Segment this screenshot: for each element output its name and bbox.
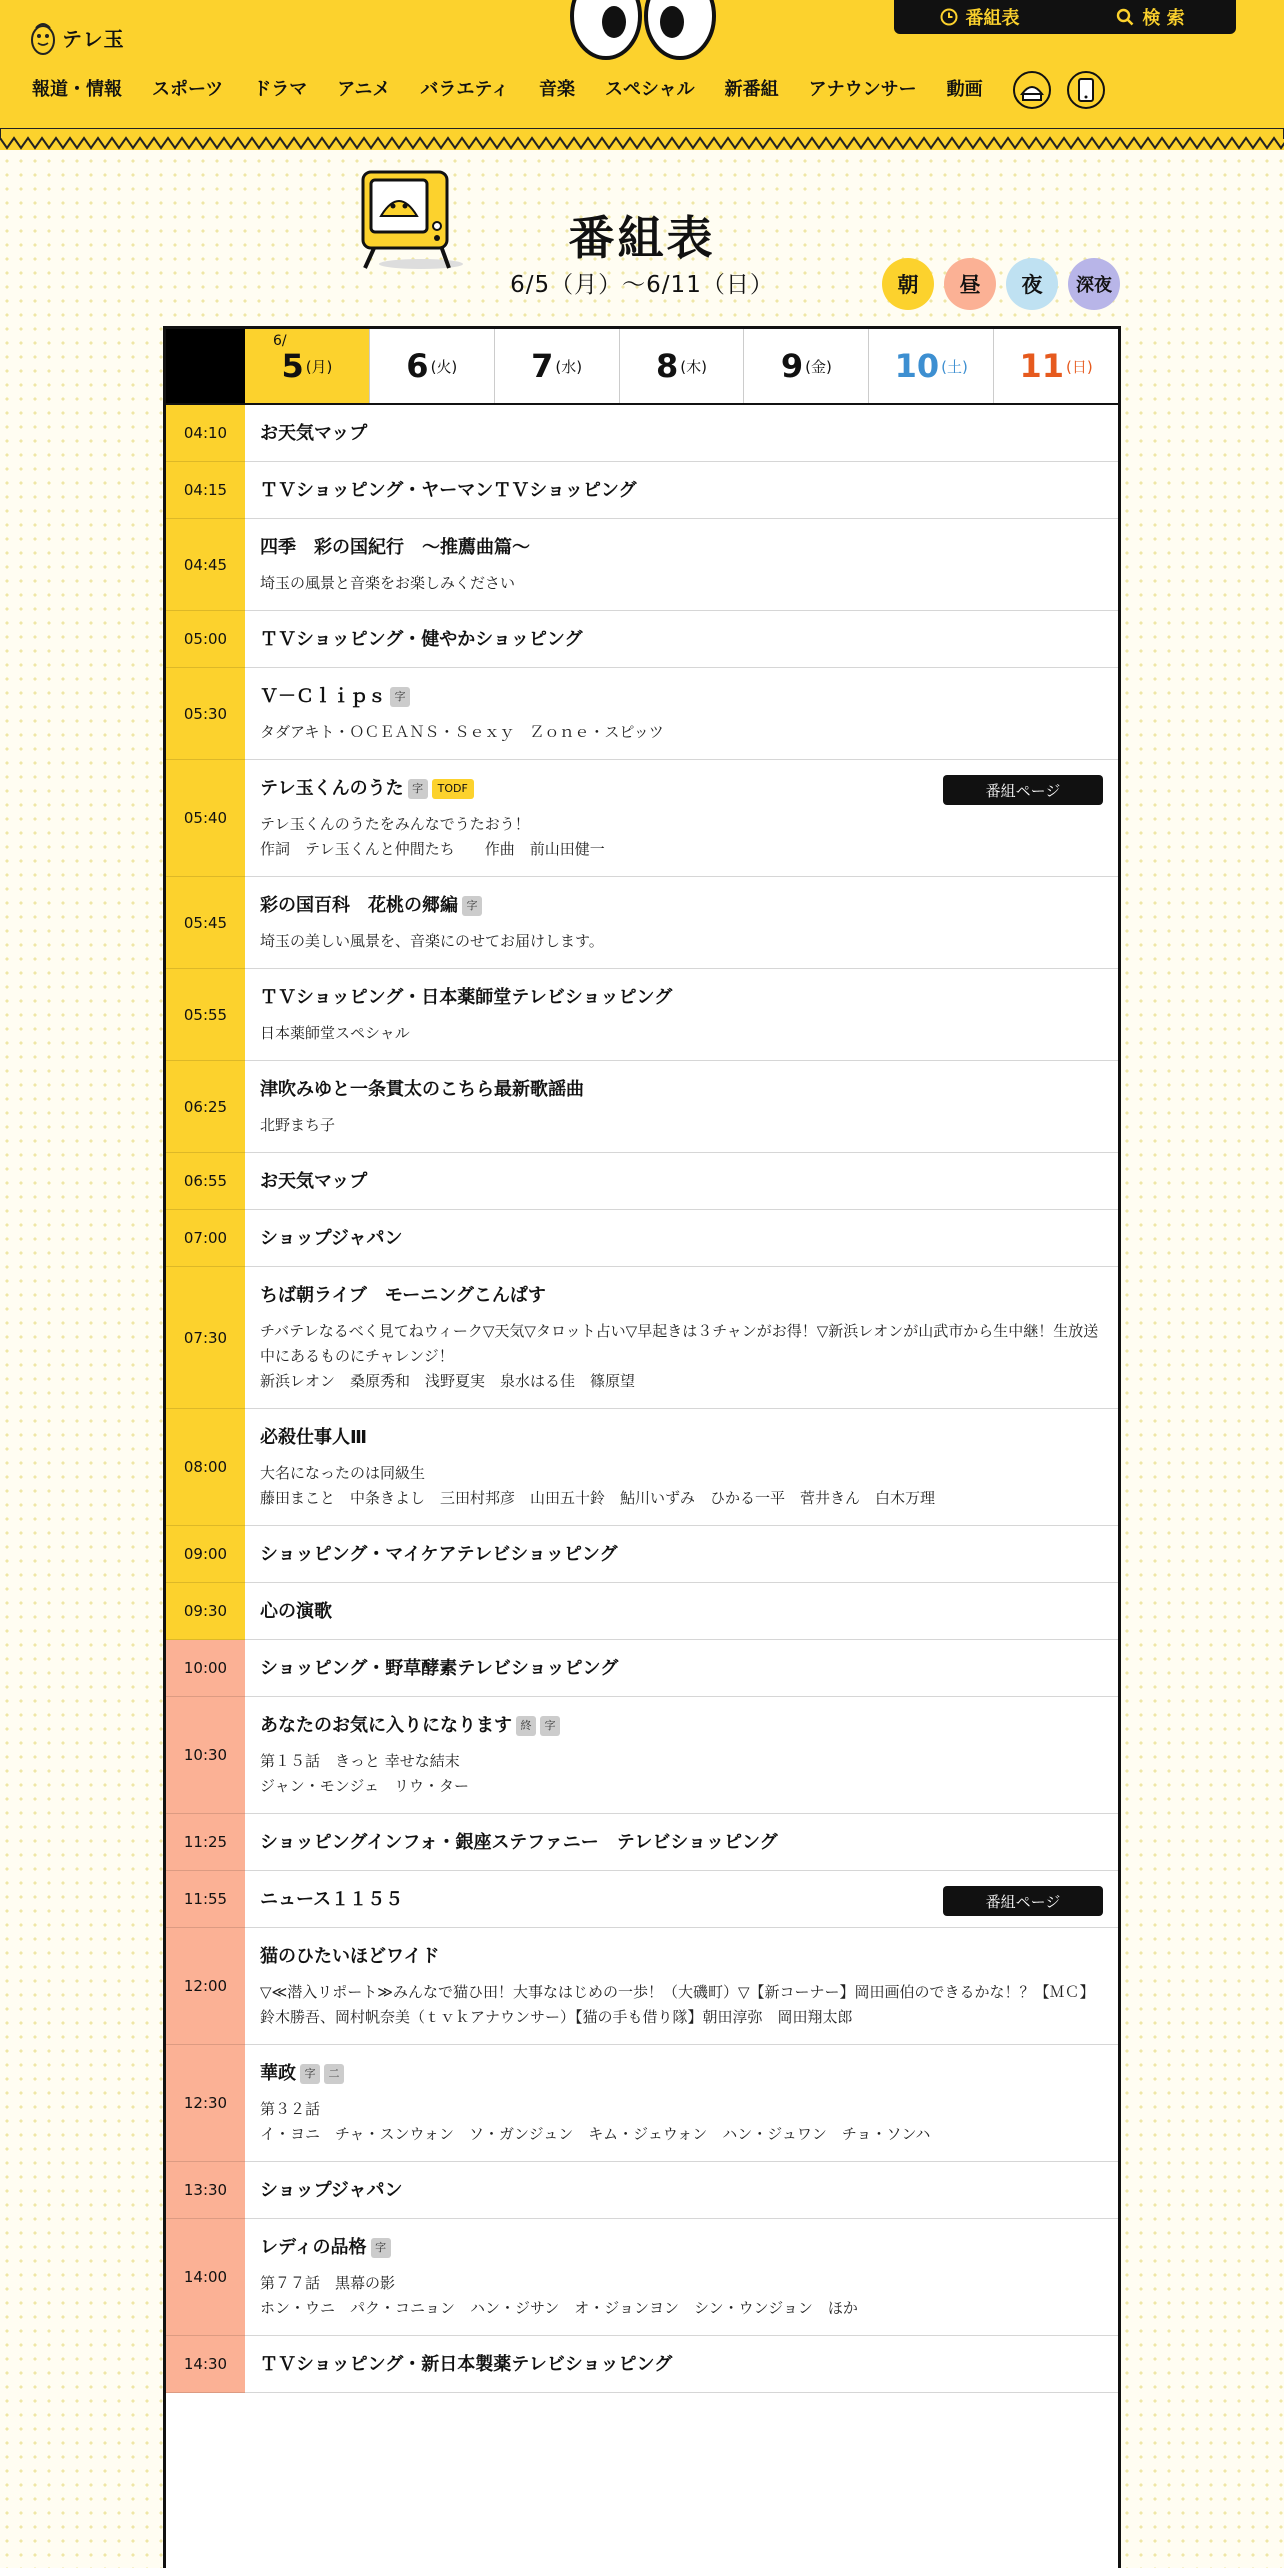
program-title[interactable]: ＴＶショッピング・新日本製薬テレビショッピング — [260, 2354, 673, 2375]
program-cell — [245, 1697, 1118, 1813]
program-description — [260, 1113, 1102, 1138]
clock-icon — [940, 8, 958, 26]
program-row[interactable] — [166, 1061, 1118, 1153]
main-nav — [18, 70, 1106, 110]
program-cell — [245, 877, 1118, 968]
program-row[interactable] — [166, 2045, 1118, 2162]
site-header — [0, 0, 1284, 150]
program-description-line: テレ玉くんのうたをみんなでうたおう！ — [260, 815, 530, 833]
program-badge: 終 — [516, 1716, 536, 1736]
day-tab-6[interactable] — [369, 329, 494, 403]
program-row[interactable] — [166, 1409, 1118, 1526]
day-tab-weekday: (木) — [680, 357, 707, 376]
program-cell — [245, 519, 1118, 610]
nav-item-music[interactable]: 音楽 — [538, 79, 575, 100]
program-title-line — [260, 1283, 1102, 1309]
program-description-line: 第７７話 黒幕の影 — [260, 2274, 396, 2292]
program-title-line — [260, 1944, 1102, 1970]
program-title[interactable]: ちば朝ライブ モーニングこんぱす — [260, 1285, 546, 1306]
program-cell — [245, 2219, 1118, 2335]
tod-night-button[interactable]: 夜 — [1006, 258, 1058, 310]
teletama-club-icon[interactable] — [1012, 70, 1052, 110]
day-tab-8[interactable] — [619, 329, 744, 403]
program-time: 12:30 — [166, 2045, 245, 2162]
program-badge: 字 — [300, 2064, 320, 2084]
day-tab-9[interactable] — [743, 329, 868, 403]
day-tab-weekday: (火) — [430, 357, 458, 376]
program-title-line — [260, 1169, 1102, 1195]
program-row[interactable] — [166, 1640, 1118, 1697]
program-cell — [245, 1267, 1118, 1408]
program-time: 06:55 — [166, 1153, 245, 1210]
program-row[interactable] — [166, 405, 1118, 462]
program-description-line: 埼玉の美しい風景を、音楽にのせてお届けします。 — [260, 932, 604, 950]
program-title-line — [260, 1830, 1102, 1856]
program-row[interactable] — [166, 969, 1118, 1061]
program-row[interactable] — [166, 1697, 1118, 1814]
program-title[interactable]: テレ玉くんのうた — [260, 778, 404, 799]
program-title[interactable]: ショッピング・マイケアテレビショッピング — [260, 1544, 618, 1565]
header-zigzag-edge — [0, 128, 1284, 152]
program-row[interactable] — [166, 1814, 1118, 1871]
program-title[interactable]: あなたのお気に入りになります — [260, 1715, 512, 1736]
program-badge: 字 — [371, 2238, 391, 2258]
program-time: 14:00 — [166, 2219, 245, 2336]
program-description — [260, 2097, 1102, 2147]
program-cell — [245, 668, 1118, 759]
program-time: 14:30 — [166, 2336, 245, 2393]
day-tab-10[interactable] — [868, 329, 993, 403]
day-tab-number: 11 — [1019, 347, 1064, 385]
program-row[interactable] — [166, 1583, 1118, 1640]
program-description — [260, 1021, 1102, 1046]
program-cell — [245, 1583, 1118, 1639]
program-row[interactable] — [166, 2162, 1118, 2219]
day-tab-number: 10 — [894, 347, 940, 385]
program-description — [260, 1319, 1102, 1394]
program-description-line: ホン・ウニ パク・コニョン ハン・ジサン オ・ジョンヨン シン・ウンジョン ほか — [260, 2299, 858, 2317]
program-description — [260, 1980, 1102, 2030]
program-description-line: 作詞 テレ玉くんと仲間たち 作曲 前山田健一 — [260, 840, 605, 858]
program-title-line — [260, 1425, 1102, 1451]
program-row[interactable] — [166, 1871, 1118, 1928]
program-cell — [245, 1210, 1118, 1266]
program-title-line — [260, 2235, 1102, 2261]
program-title[interactable]: Ｖ－Ｃｌｉｐｓ — [260, 686, 386, 707]
program-time: 04:45 — [166, 519, 245, 611]
program-title-line — [260, 1599, 1102, 1625]
schedule-link-label: 番組表 — [965, 8, 1020, 29]
search-icon — [1116, 8, 1134, 26]
program-page-button[interactable]: 番組ページ — [943, 775, 1103, 805]
program-badge: 字 — [408, 779, 428, 799]
program-title[interactable]: ＴＶショッピング・日本薬師堂テレビショッピング — [260, 987, 673, 1008]
program-time: 04:10 — [166, 405, 245, 462]
program-title[interactable]: 津吹みゆと一条貫太のこちら最新歌謡曲 — [260, 1079, 584, 1100]
program-title[interactable]: ショップジャパン — [260, 2180, 403, 2201]
program-row[interactable] — [166, 2219, 1118, 2336]
program-row[interactable] — [166, 877, 1118, 969]
program-time: 05:40 — [166, 760, 245, 877]
program-title[interactable]: 華政 — [260, 2063, 296, 2084]
day-tab-11[interactable] — [993, 329, 1118, 403]
program-title[interactable]: ショッピングインフォ・銀座ステファニー テレビショッピング — [260, 1832, 778, 1853]
program-title[interactable]: ショップジャパン — [260, 1228, 403, 1249]
program-title[interactable]: お天気マップ — [260, 423, 368, 444]
nav-item-anime[interactable]: アニメ — [337, 79, 391, 100]
program-page-button[interactable]: 番組ページ — [943, 1886, 1103, 1916]
tod-latenight-button[interactable]: 深夜 — [1068, 258, 1120, 310]
day-tab-weekday: (月) — [305, 357, 333, 376]
program-time: 13:30 — [166, 2162, 245, 2219]
program-time: 05:55 — [166, 969, 245, 1061]
day-tab-weekday: (水) — [555, 357, 583, 376]
day-tab-number: 6 — [406, 347, 429, 385]
program-title[interactable]: ニュース１１５５ — [260, 1889, 404, 1910]
todf-badge: TODF — [432, 779, 474, 799]
program-time: 11:55 — [166, 1871, 245, 1928]
program-description — [260, 812, 1102, 862]
program-row[interactable] — [166, 1210, 1118, 1267]
program-time: 12:00 — [166, 1928, 245, 2045]
program-title[interactable]: 猫のひたいほどワイド — [260, 1946, 440, 1967]
program-time: 09:30 — [166, 1583, 245, 1640]
day-tab-month: 6/ — [273, 333, 287, 349]
program-title-line — [260, 684, 1102, 710]
program-description-line: ジャン・モンジェ リウ・ター — [260, 1777, 470, 1795]
program-cell — [245, 2162, 1118, 2218]
page-title: 番組表 — [568, 211, 716, 265]
program-badge: 字 — [540, 1716, 560, 1736]
program-badge: 字 — [462, 896, 482, 916]
program-title-line — [260, 985, 1102, 1011]
program-title-line — [260, 421, 1102, 447]
program-description-line: 藤田まこと 中条きよし 三田村邦彦 山田五十鈴 鮎川いずみ ひかる一平 菅井きん 白木万理 — [260, 1489, 936, 1507]
program-title-line — [260, 1542, 1102, 1568]
program-row[interactable] — [166, 760, 1118, 877]
day-tab-number: 7 — [531, 347, 554, 385]
program-title[interactable]: 心の演歌 — [260, 1601, 332, 1622]
program-title-line — [260, 2352, 1102, 2378]
program-description-line: チバテレなるべく見てねウィーク▽天気▽タロット占い▽早起きは３チャンがお得！▽新浜レオンが山武市から生中継！生放送中にあるものにチャレンジ！ — [260, 1322, 1099, 1365]
program-cell — [245, 1153, 1118, 1209]
day-tab-number: 5 — [281, 347, 304, 385]
program-title-line — [260, 1713, 1102, 1739]
nav-item-videos[interactable]: 動画 — [946, 79, 983, 100]
program-time: 10:00 — [166, 1640, 245, 1697]
program-time: 08:00 — [166, 1409, 245, 1526]
top-utility-bar — [894, 0, 1236, 34]
program-description-line: タダアキト・ＯＣＥＡＮＳ・Ｓｅｘｙ Ｚｏｎｅ・スピッツ — [260, 723, 664, 741]
program-title[interactable]: 彩の国百科 花桃の郷編 — [260, 895, 458, 916]
page-title-area — [0, 162, 1284, 312]
program-description — [260, 720, 1102, 745]
program-badge: 二 — [324, 2064, 344, 2084]
program-description-line: 新浜レオン 桑原秀和 浅野夏実 泉水はる佳 篠原望 — [260, 1372, 636, 1390]
program-description-line: 埼玉の風景と音楽をお楽しみください — [260, 574, 516, 592]
date-range: 6/5（月）〜6/11（日） — [510, 272, 774, 298]
program-cell — [245, 405, 1118, 461]
nav-item-new-programs[interactable]: 新番組 — [724, 79, 779, 100]
program-cell — [245, 1640, 1118, 1696]
program-description — [260, 2271, 1102, 2321]
program-title-line — [260, 2061, 1102, 2087]
program-description — [260, 1749, 1102, 1799]
program-row[interactable] — [166, 2336, 1118, 2393]
program-title-line — [260, 1656, 1102, 1682]
nav-item-variety[interactable]: バラエティ — [420, 79, 509, 100]
program-description — [260, 1461, 1102, 1511]
program-cell — [245, 760, 1118, 876]
nav-item-special[interactable]: スペシャル — [604, 79, 695, 100]
program-time: 04:15 — [166, 462, 245, 519]
day-tab-number: 9 — [780, 347, 804, 385]
program-title-line — [260, 2178, 1102, 2204]
program-badge: 字 — [390, 687, 410, 707]
day-tab-weekday: (土) — [941, 357, 968, 376]
day-tab-7[interactable] — [494, 329, 619, 403]
program-title-line — [260, 1226, 1102, 1252]
program-description-line: ▽≪潜入リポート≫みんなで猫ひ田！大事なはじめの一歩！（大磯町）▽【新コーナー】岡田画伯のできるかな！？【ＭＣ】鈴木勝吾、岡村帆奈美（ｔｖｋアナウンサー）【猫の手も借り隊】朝田淳弥 岡田翔太郎 — [260, 1983, 1095, 2026]
program-row[interactable] — [166, 462, 1118, 519]
program-title[interactable]: お天気マップ — [260, 1171, 368, 1192]
day-header-corner — [166, 329, 245, 403]
program-time: 07:00 — [166, 1210, 245, 1267]
site-logo-text: テレ玉 — [62, 26, 125, 51]
program-time: 07:30 — [166, 1267, 245, 1409]
program-time: 05:30 — [166, 668, 245, 760]
program-cell — [245, 1409, 1118, 1525]
program-description-line: イ・ヨニ チャ・スンウォン ソ・ガンジュン キム・ジェウォン ハン・ジュワン チョ・ソンハ — [260, 2125, 931, 2143]
program-time: 06:25 — [166, 1061, 245, 1153]
program-description — [260, 571, 1102, 596]
program-row[interactable] — [166, 519, 1118, 611]
tod-noon-button[interactable]: 昼 — [944, 258, 996, 310]
program-cell — [245, 1814, 1118, 1870]
program-title-line — [260, 893, 1102, 919]
program-list — [166, 405, 1118, 2393]
program-title-line — [260, 627, 1102, 653]
program-cell — [245, 1061, 1118, 1152]
program-schedule-table — [163, 326, 1121, 2568]
site-logo[interactable] — [30, 16, 125, 58]
program-description-line: 第１５話 きっと 幸せな結末 — [260, 1752, 460, 1770]
day-header-row — [166, 329, 1118, 405]
teletama-kun-logo-icon — [30, 18, 56, 56]
program-row[interactable] — [166, 1928, 1118, 2045]
program-cell — [245, 969, 1118, 1060]
program-time: 11:25 — [166, 1814, 245, 1871]
day-tab-weekday: (日) — [1065, 357, 1093, 376]
program-title-line — [260, 1077, 1102, 1103]
program-description-line: 第３２話 — [260, 2100, 321, 2118]
nav-item-news[interactable]: 報道・情報 — [32, 79, 122, 100]
program-description-line: 大名になったのは同級生 — [260, 1464, 426, 1482]
program-row[interactable] — [166, 611, 1118, 668]
search-link[interactable] — [1065, 0, 1236, 34]
program-title[interactable]: ＴＶショッピング・健やかショッピング — [260, 629, 583, 650]
program-cell — [245, 462, 1118, 518]
program-cell — [245, 1928, 1118, 2044]
program-description — [260, 929, 1102, 954]
search-link-label: 検 索 — [1142, 8, 1185, 29]
program-time: 05:00 — [166, 611, 245, 668]
program-time: 10:30 — [166, 1697, 245, 1814]
program-title[interactable]: レディの品格 — [260, 2237, 367, 2258]
program-cell — [245, 1526, 1118, 1582]
day-tab-5[interactable] — [245, 329, 369, 403]
program-title[interactable]: ショッピング・野草酵素テレビショッピング — [260, 1658, 619, 1679]
program-cell — [245, 611, 1118, 667]
program-title[interactable]: 四季 彩の国紀行 ～推薦曲篇～ — [260, 537, 530, 558]
program-title-line — [260, 535, 1102, 561]
program-time: 09:00 — [166, 1526, 245, 1583]
day-tab-number: 8 — [656, 347, 679, 385]
time-of-day-nav — [882, 258, 1120, 310]
schedule-link[interactable] — [894, 0, 1065, 34]
program-cell — [245, 1871, 1118, 1927]
tod-morning-button[interactable]: 朝 — [882, 258, 934, 310]
nav-item-sports[interactable]: スポーツ — [152, 79, 224, 100]
program-description-line: 北野まち子 — [260, 1116, 336, 1134]
program-row[interactable] — [166, 1526, 1118, 1583]
day-tab-weekday: (金) — [805, 357, 832, 376]
mascot-eyes-icon — [568, 0, 718, 62]
teletama-mobile-icon[interactable] — [1066, 70, 1106, 110]
program-title[interactable]: ＴＶショッピング・ヤーマンＴＶショッピング — [260, 480, 637, 501]
program-row[interactable] — [166, 1153, 1118, 1210]
program-row[interactable] — [166, 668, 1118, 760]
program-row[interactable] — [166, 1267, 1118, 1409]
program-cell — [245, 2045, 1118, 2161]
program-description-line: 日本薬師堂スペシャル — [260, 1024, 410, 1042]
nav-item-drama[interactable]: ドラマ — [253, 79, 308, 100]
program-time: 05:45 — [166, 877, 245, 969]
nav-item-announcers[interactable]: アナウンサー — [808, 79, 917, 100]
program-cell — [245, 2336, 1118, 2392]
program-title-line — [260, 478, 1102, 504]
program-title[interactable]: 必殺仕事人Ⅲ — [260, 1427, 368, 1448]
